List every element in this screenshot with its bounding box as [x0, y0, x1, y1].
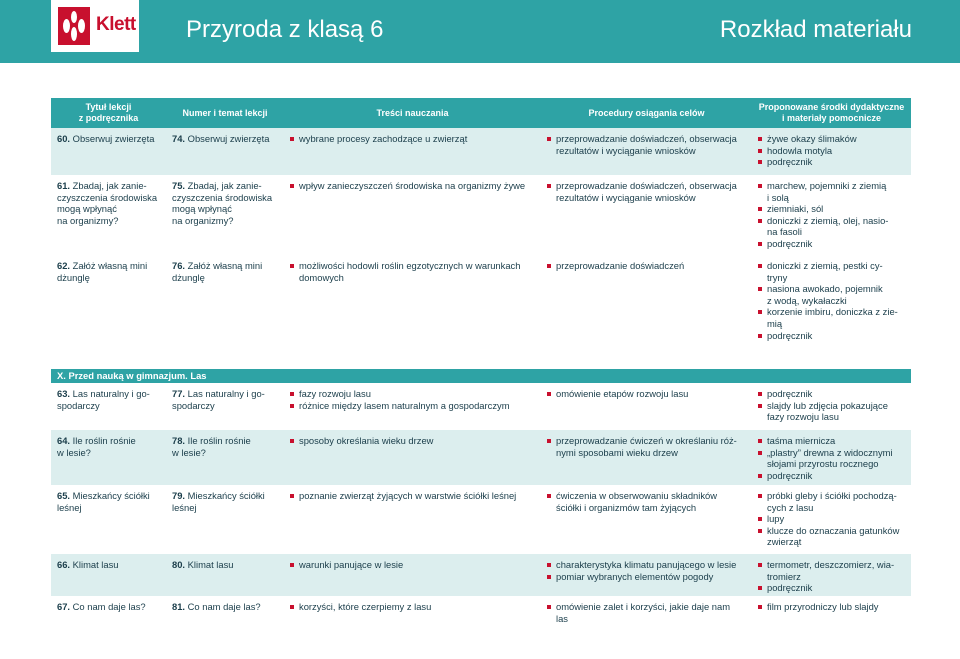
bullet-text: nymi sposobami wieku drzew [556, 446, 678, 458]
materials-cell [752, 175, 911, 255]
bullet-item [290, 180, 535, 192]
bullet-item [547, 571, 746, 583]
lesson-topic-cell [166, 175, 284, 255]
lesson-number: 77. [172, 388, 186, 399]
bullet-text: taśma miernicza [767, 435, 836, 446]
column-header-text: z podręcznika [78, 113, 139, 123]
bullet-text: przeprowadzanie doświadczeń, obserwacja [556, 133, 737, 144]
column-header-text: Procedury osiągania celów [588, 107, 705, 118]
textbook-lesson-cell [51, 175, 166, 255]
bullet-item [758, 283, 905, 306]
bullet-text: z wodą, wykałaczki [767, 294, 847, 306]
column-header [166, 98, 284, 128]
table-row [51, 128, 911, 175]
bullet-item [290, 559, 535, 571]
lesson-title: Ile roślin rośnie [72, 435, 136, 446]
column-header-text: i materiały pomocnicze [781, 113, 882, 123]
procedures-cell [541, 175, 752, 255]
lesson-title: leśnej [57, 501, 82, 513]
bullet-text: pomiar wybranych elementów pogody [556, 570, 714, 582]
lesson-plan-table [51, 98, 911, 632]
klett-logo [51, 0, 139, 52]
bullet-item [547, 388, 746, 400]
bullet-text: żywe okazy ślimaków [767, 133, 857, 144]
bullet-text: i solą [767, 191, 789, 203]
bullet-text: mią [767, 317, 783, 329]
lesson-topic-cell [166, 485, 284, 554]
lesson-number: 75. [172, 180, 186, 191]
lesson-title: czyszczenia środowiska [57, 191, 158, 203]
bullet-text: klucze do oznaczania gatunków [767, 524, 900, 536]
column-header-text: Treści nauczania [376, 107, 449, 118]
lesson-title: na organizmy? [57, 214, 119, 226]
lesson-number: 80. [172, 559, 186, 570]
bullet-item [758, 435, 905, 447]
lesson-title: Las naturalny i go- [187, 388, 265, 399]
bullet-text: omówienie etapów rozwoju lasu [556, 388, 689, 399]
table-header-row [51, 98, 911, 128]
klett-logo-icon [58, 7, 90, 45]
materials-cell [752, 596, 911, 632]
bullet-item [758, 470, 905, 482]
bullet-text: rezultatów i wyciąganie wniosków [556, 144, 696, 156]
bullet-text: ziemniaki, sól [767, 203, 824, 215]
lesson-title: w lesie? [172, 446, 206, 458]
bullet-text: tryny [767, 271, 788, 283]
page-subtitle: Rozkład materiału [719, 16, 912, 43]
column-header [541, 98, 752, 128]
lesson-number: 67. [57, 601, 71, 612]
bullet-text: przeprowadzanie ćwiczeń w określaniu róż- [556, 435, 737, 446]
bullet-text: ściółki i organizmów tam żyjących [556, 501, 697, 513]
procedures-cell [541, 430, 752, 485]
bullet-text: omówienie zalet i korzyści, jakie daje nam [556, 601, 731, 612]
textbook-lesson-cell [51, 554, 166, 596]
column-header-text: Proponowane środki dydaktyczne [758, 102, 905, 112]
content-cell [284, 485, 541, 554]
lesson-number: 61. [57, 180, 71, 191]
bullet-text: podręcznik [767, 237, 813, 249]
lesson-title: Klimat lasu [72, 559, 119, 570]
bullet-text: wybrane procesy zachodzące u zwierząt [299, 133, 468, 144]
procedures-cell [541, 485, 752, 554]
lesson-title: Klimat lasu [187, 559, 234, 570]
lesson-topic-cell [166, 596, 284, 632]
lesson-number: 64. [57, 435, 71, 446]
bullet-item [547, 559, 746, 571]
bullet-text: zwierząt [767, 536, 802, 548]
bullet-text: charakterystyka klimatu panującego w lesie [556, 559, 737, 570]
bullet-item [758, 582, 905, 594]
lesson-title: Zbadaj, jak zanie- [72, 180, 147, 191]
table-row [51, 554, 911, 596]
bullet-text: „plastry” drewna z widocznymi [767, 446, 893, 458]
bullet-text: przeprowadzanie doświadczeń, obserwacja [556, 180, 737, 191]
lesson-number: 74. [172, 133, 186, 144]
lesson-title: dżunglę [57, 271, 90, 283]
bullet-text: podręcznik [767, 469, 813, 481]
column-header [284, 98, 541, 128]
materials-cell [752, 128, 911, 175]
bullet-item [758, 215, 905, 238]
bullet-item [758, 145, 905, 157]
column-header [752, 98, 911, 128]
bullet-item [758, 203, 905, 215]
procedures-cell [541, 383, 752, 430]
procedures-cell [541, 255, 752, 369]
lesson-title: w lesie? [57, 446, 91, 458]
lesson-title: mogą wpłynąć [172, 203, 232, 215]
lesson-topic-cell [166, 430, 284, 485]
bullet-text: korzyści, które czerpiemy z lasu [299, 601, 432, 612]
textbook-lesson-cell [51, 596, 166, 632]
bullet-item [758, 490, 905, 513]
lesson-title: spodarczy [57, 399, 100, 411]
bullet-item [758, 400, 905, 423]
bullet-text: podręcznik [767, 156, 813, 168]
bullet-text: doniczki z ziemią, pestki cy- [767, 260, 883, 271]
lesson-number: 60. [57, 133, 71, 144]
bullet-text: fazy rozwoju lasu [299, 388, 371, 399]
materials-cell [752, 430, 911, 485]
lesson-topic-cell [166, 383, 284, 430]
materials-cell [752, 255, 911, 369]
textbook-lesson-cell [51, 383, 166, 430]
lesson-title: Mieszkańcy ściółki [187, 490, 265, 501]
bullet-text: wpływ zanieczyszczeń środowiska na organizmy żywe [299, 180, 526, 191]
lesson-number: 76. [172, 260, 186, 271]
bullet-text: podręcznik [767, 329, 813, 341]
bullet-text: hodowla motyla [767, 144, 833, 156]
content-cell [284, 430, 541, 485]
lesson-title: Ile roślin rośnie [187, 435, 251, 446]
bullet-text: nasiona awokado, pojemnik [767, 283, 883, 295]
bullet-item [758, 156, 905, 168]
materials-cell [752, 383, 911, 430]
lesson-title: Załóż własną mini [72, 260, 148, 271]
table-row [51, 255, 911, 369]
textbook-lesson-cell [51, 128, 166, 175]
bullet-item [547, 260, 746, 272]
lesson-title: Co nam daje las? [187, 601, 261, 612]
bullet-text: podręcznik [767, 388, 813, 399]
content-cell [284, 175, 541, 255]
lesson-number: 65. [57, 490, 71, 501]
bullet-item [547, 133, 746, 156]
bullet-item [290, 435, 535, 447]
bullet-text: warunki panujące w lesie [299, 559, 404, 570]
bullet-text: las [556, 612, 568, 624]
lesson-number: 79. [172, 490, 186, 501]
bullet-text: tromierz [767, 570, 801, 582]
bullet-text: podręcznik [767, 582, 813, 594]
bullet-text: rezultatów i wyciąganie wniosków [556, 191, 696, 203]
lesson-topic-cell [166, 128, 284, 175]
lesson-title: spodarczy [172, 399, 215, 411]
lesson-title: Co nam daje las? [72, 601, 146, 612]
bullet-item [758, 260, 905, 283]
bullet-item [290, 601, 535, 613]
bullet-text: przeprowadzanie doświadczeń [556, 260, 685, 271]
textbook-lesson-cell [51, 485, 166, 554]
page-header [0, 0, 960, 63]
bullet-text: marchew, pojemniki z ziemią [767, 180, 887, 191]
lesson-number: 81. [172, 601, 186, 612]
lesson-title: Załóż własną mini [187, 260, 263, 271]
content-cell [284, 554, 541, 596]
bullet-item [758, 133, 905, 145]
column-header [51, 98, 166, 128]
content-cell [284, 596, 541, 632]
bullet-text: słojami przyrostu rocznego [767, 458, 879, 470]
bullet-text: poznanie zwierząt żyjących w warstwie ściółki leśnej [299, 490, 517, 501]
brand-name: Klett [96, 14, 136, 35]
procedures-cell [541, 128, 752, 175]
bullet-item [758, 180, 905, 203]
bullet-item [758, 238, 905, 250]
bullet-item [758, 513, 905, 525]
content-cell [284, 255, 541, 369]
table-row [51, 430, 911, 485]
bullet-item [290, 400, 535, 412]
bullet-item [547, 435, 746, 458]
table-row [51, 485, 911, 554]
lesson-title: Mieszkańcy ściółki [72, 490, 150, 501]
bullet-item [758, 525, 905, 548]
bullet-item [547, 490, 746, 513]
lesson-title: Obserwuj zwierzęta [187, 133, 270, 144]
lesson-title: Obserwuj zwierzęta [72, 133, 155, 144]
page-title: Przyroda z klasą 6 [186, 16, 384, 43]
bullet-text: lupy [767, 513, 785, 525]
bullet-item [290, 388, 535, 400]
lesson-title: leśnej [172, 501, 197, 513]
bullet-text: slajdy lub zdjęcia pokazujące [767, 399, 888, 411]
lesson-number: 62. [57, 260, 71, 271]
bullet-item [290, 490, 535, 502]
bullet-text: sposoby określania wieku drzew [299, 435, 434, 446]
lesson-topic-cell [166, 255, 284, 369]
section-header: X. Przed nauką w gimnazjum. Las [51, 369, 911, 383]
lesson-number: 66. [57, 559, 71, 570]
column-header-text: Numer i temat lekcji [182, 107, 268, 118]
lesson-number: 78. [172, 435, 186, 446]
content-cell [284, 128, 541, 175]
bullet-item [547, 180, 746, 203]
textbook-lesson-cell [51, 430, 166, 485]
procedures-cell [541, 554, 752, 596]
bullet-text: możliwości hodowli roślin egzotycznych w warunkach domowych [299, 260, 521, 283]
lesson-title: Las naturalny i go- [72, 388, 150, 399]
bullet-text: korzenie imbiru, doniczka z zie- [767, 306, 898, 318]
bullet-item [290, 133, 535, 145]
lesson-title: na organizmy? [172, 214, 234, 226]
bullet-item [758, 447, 905, 470]
lesson-topic-cell [166, 554, 284, 596]
materials-cell [752, 485, 911, 554]
bullet-item [290, 260, 535, 283]
bullet-item [758, 601, 905, 613]
bullet-text: ćwiczenia w obserwowaniu składników [556, 490, 718, 501]
bullet-text: termometr, deszczomierz, wia- [767, 559, 895, 570]
lesson-title: dżunglę [172, 271, 205, 283]
bullet-item [758, 559, 905, 582]
content-cell [284, 383, 541, 430]
column-header-text: Tytuł lekcji [85, 102, 132, 112]
procedures-cell [541, 596, 752, 632]
table-row [51, 175, 911, 255]
bullet-item [547, 601, 746, 624]
bullet-text: próbki gleby i ściółki pochodzą- [767, 490, 897, 501]
bullet-item [758, 388, 905, 400]
lesson-title: mogą wpłynąć [57, 203, 117, 215]
lesson-title: Zbadaj, jak zanie- [187, 180, 262, 191]
bullet-item [758, 330, 905, 342]
bullet-text: różnice między lasem naturalnym a gospodarczym [299, 399, 510, 411]
bullet-item [758, 306, 905, 329]
table-row [51, 596, 911, 632]
lesson-title: czyszczenia środowiska [172, 191, 273, 203]
bullet-text: doniczki z ziemią, olej, nasio- [767, 214, 889, 226]
bullet-text: fazy rozwoju lasu [767, 411, 839, 423]
bullet-text: na fasoli [767, 226, 802, 238]
bullet-text: film przyrodniczy lub slajdy [767, 601, 879, 612]
materials-cell [752, 554, 911, 596]
table-row [51, 383, 911, 430]
lesson-number: 63. [57, 388, 71, 399]
textbook-lesson-cell [51, 255, 166, 369]
bullet-text: cych z lasu [767, 501, 814, 513]
